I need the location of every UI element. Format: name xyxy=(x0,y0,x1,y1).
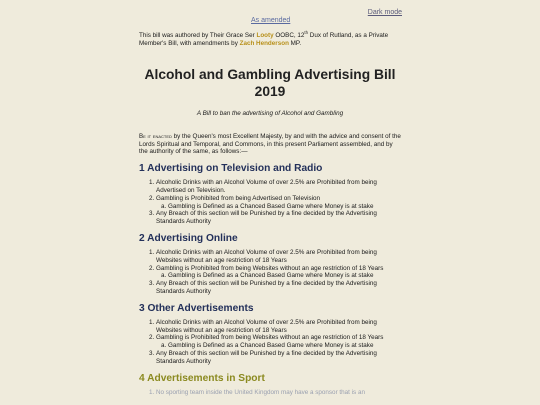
list-item xyxy=(156,265,401,281)
list-item: 1. No sporting team inside the United Kingdom may have a sponsor that is an xyxy=(156,389,401,397)
bill-long-title: A Bill to ban the advertising of Alcohol and Gambling xyxy=(196,109,344,117)
section-heading-3: 3 Other Advertisements xyxy=(139,302,254,314)
section-heading-1: 1 Advertising on Television and Radio xyxy=(139,163,323,175)
list-item xyxy=(156,334,401,350)
list-item: 3. Any Breach of this section will be Punished by a fine decided by the Advertising Standards Authority xyxy=(156,210,401,226)
list-item: 3. Any Breach of this section will be Punished by a fine decided by the Advertising Standards Authority xyxy=(156,280,401,296)
section-2-list xyxy=(139,249,401,296)
dark-mode-link[interactable]: Dark mode xyxy=(367,9,402,16)
section-4-list xyxy=(139,389,401,397)
section-heading-2: 2 Advertising Online xyxy=(139,232,238,244)
authorship-note xyxy=(139,29,401,49)
list-item: 1. Alcoholic Drinks with an Alcohol Volume of over 2.5% are Prohibited from being Websites without an age restriction of 18 Years xyxy=(156,249,401,265)
list-item-text: Gambling is Prohibited from being Advertised on Television xyxy=(156,194,321,202)
bill-title: Alcohol and Gambling Advertising Bill 2019 xyxy=(144,66,396,99)
enacting-text: by the Queen's most Excellent Majesty, by and with the advice and consent of the Lords Spiritual and Temporal, and Commons, in this present Parliament assembled, and by the authority of the same, as follows:— xyxy=(139,132,401,156)
list-item: 1. Alcoholic Drinks with an Alcohol Volume of over 2.5% are Prohibited from being Websites without an age restriction of 18 Years xyxy=(156,319,401,335)
author-text: MP. xyxy=(288,40,302,48)
section-heading-4: 4 Advertisements in Sport xyxy=(139,372,265,384)
list-item xyxy=(156,195,401,211)
author-name-zach[interactable]: Zach Henderson xyxy=(239,40,289,48)
sub-list-item: a. Gambling is Defined as a Chanced Based Game where Money is at stake xyxy=(168,203,401,211)
list-item-text: Gambling is Prohibited from being Websites without an age restriction of 18 Years xyxy=(156,334,384,342)
section-1-list xyxy=(139,179,401,226)
bill-document xyxy=(139,29,401,396)
list-item: 3. Any Breach of this section will be Punished by a fine decided by the Advertising Standards Authority xyxy=(156,350,401,366)
sub-list-item: a. Gambling is Defined as a Chanced Based Game where Money is at stake xyxy=(168,272,401,280)
enacting-lead: Be it enacted xyxy=(139,132,172,140)
author-name-looty[interactable]: Looty xyxy=(256,32,274,39)
as-amended-link[interactable]: As amended xyxy=(251,17,291,24)
enacting-formula xyxy=(139,133,401,156)
author-text: This bill was authored by Their Grace Ser xyxy=(139,32,257,39)
list-item-text: Gambling is Prohibited from being Websites without an age restriction of 18 Years xyxy=(156,264,384,272)
list-item: 1. Alcoholic Drinks with an Alcohol Volume of over 2.5% are Prohibited from being Advertised on Television. xyxy=(156,179,401,195)
author-text: OOBC, 12 xyxy=(273,32,305,39)
section-3-list xyxy=(139,319,401,366)
sub-list-item: a. Gambling is Defined as a Chanced Based Game where Money is at stake xyxy=(168,342,401,350)
author-text: Dux of Rutland, as a Private Member's Bill, with amendments by xyxy=(139,32,389,48)
ordinal-suffix: th xyxy=(304,29,309,35)
